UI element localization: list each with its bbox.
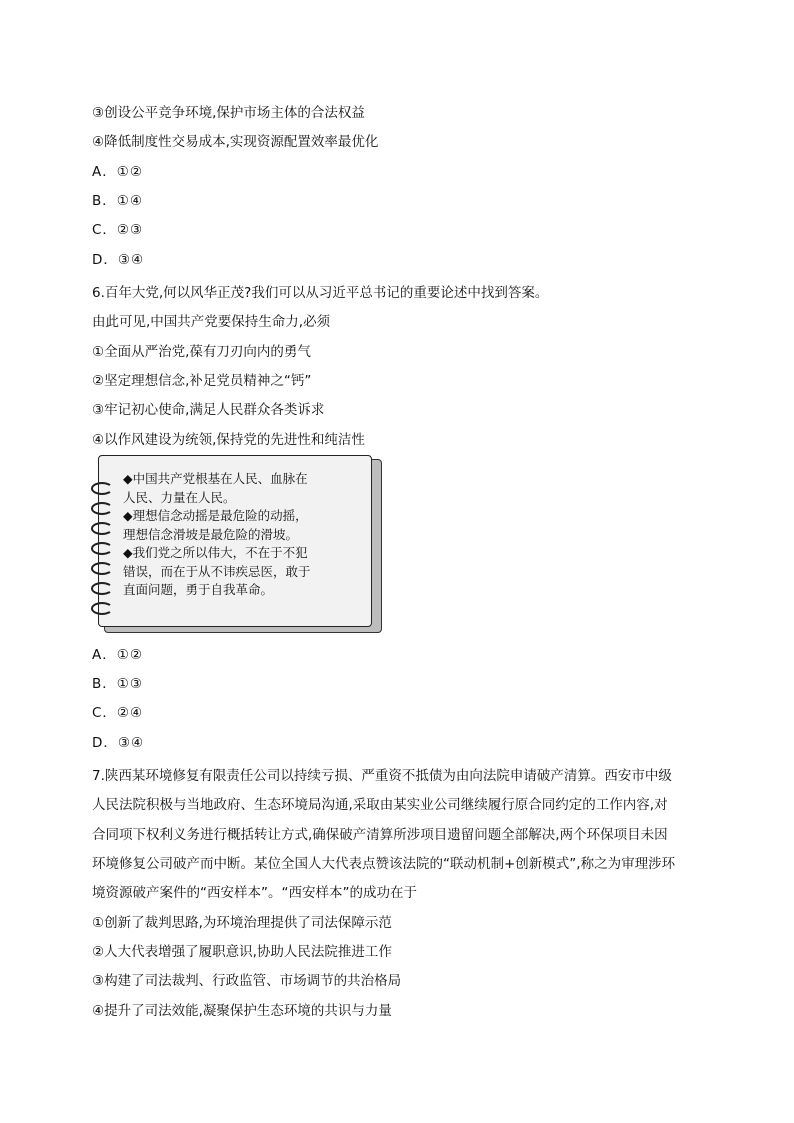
q5-option-b: B．①④	[92, 193, 143, 209]
notebook-text	[123, 470, 369, 600]
notebook-line: 理想信念滑坡是最危险的滑坡。	[123, 526, 299, 542]
notebook-illustration	[96, 453, 382, 635]
spiral-ring-icon	[91, 602, 113, 615]
q6-option-d: D．③④	[92, 735, 145, 751]
q7-item-2: ②人大代表增强了履职意识,协助人民法院推进工作	[92, 944, 392, 960]
spiral-ring-icon	[91, 582, 113, 595]
q5-item-4: ④降低制度性交易成本,实现资源配置效率最优化	[92, 134, 379, 150]
q5-option-a: A．①②	[92, 164, 143, 180]
q5-option-c: C．②③	[92, 222, 144, 238]
q7-stem-line-1: 7.陕西某环境修复有限责任公司以持续亏损、严重资不抵债为由向法院申请破产清算。西安市中级	[92, 768, 672, 784]
q7-stem-line-4: 环境修复公司破产而中断。某位全国人大代表点赞该法院的“联动机制+创新模式”,称之为审理涉环	[92, 856, 676, 872]
notebook-line: 直面问题，勇于自我革命。	[123, 582, 274, 597]
spiral-ring-icon	[91, 502, 113, 515]
q7-item-4: ④提升了司法效能,凝聚保护生态环境的共识与力量	[92, 1003, 392, 1019]
q6-item-1: ①全面从严治党,葆有刀刃向内的勇气	[92, 344, 311, 360]
q6-item-4: ④以作风建设为统领,保持党的先进性和纯洁性	[92, 432, 365, 448]
q7-item-1: ①创新了裁判思路,为环境治理提供了司法保障示范	[92, 915, 392, 931]
q6-option-b: B．①③	[92, 676, 143, 692]
spiral-ring-icon	[91, 482, 113, 495]
q6-option-a: A．①②	[92, 647, 143, 663]
q7-stem-line-5: 境资源破产案件的“西安样本”。“西安样本”的成功在于	[92, 885, 417, 901]
q6-option-c: C．②④	[92, 705, 144, 721]
q7-item-3: ③构建了司法裁判、行政监管、市场调节的共治格局	[92, 973, 402, 989]
notebook-line: ◆理想信念动摇是最危险的动摇，	[123, 508, 308, 523]
spiral-ring-icon	[91, 562, 113, 575]
notebook-line: 错误，而在于从不讳疾忌医，敢于	[123, 563, 311, 579]
q7-stem-line-2: 人民法院积极与当地政府、生态环境局沟通,采取由某实业公司继续履行原合同约定的工作内容,对	[92, 797, 668, 813]
q5-option-d: D．③④	[92, 252, 145, 268]
notebook-line: ◆我们党之所以伟大，不在于不犯	[123, 545, 308, 560]
notebook-line: 人民、力量在人民。	[123, 489, 236, 505]
notebook-line: ◆中国共产党根基在人民、血脉在	[123, 471, 308, 486]
q6-stem-cont: 由此可见,中国共产党要保持生命力,必须	[92, 314, 331, 330]
q5-item-3: ③创设公平竞争环境,保护市场主体的合法权益	[92, 105, 365, 121]
q6-stem: 6.百年大党,何以风华正茂?我们可以从习近平总书记的重要论述中找到答案。	[92, 285, 549, 301]
q6-item-2: ②坚定理想信念,补足党员精神之“钙”	[92, 373, 312, 389]
spiral-ring-icon	[91, 522, 113, 535]
q6-item-3: ③牢记初心使命,满足人民群众各类诉求	[92, 402, 325, 418]
spiral-ring-icon	[91, 542, 113, 555]
notebook-page	[98, 455, 372, 627]
q7-stem-line-3: 合同项下权利义务进行概括转让方式,确保破产清算所涉项目遗留问题全部解决,两个环保项目未因	[92, 827, 668, 843]
